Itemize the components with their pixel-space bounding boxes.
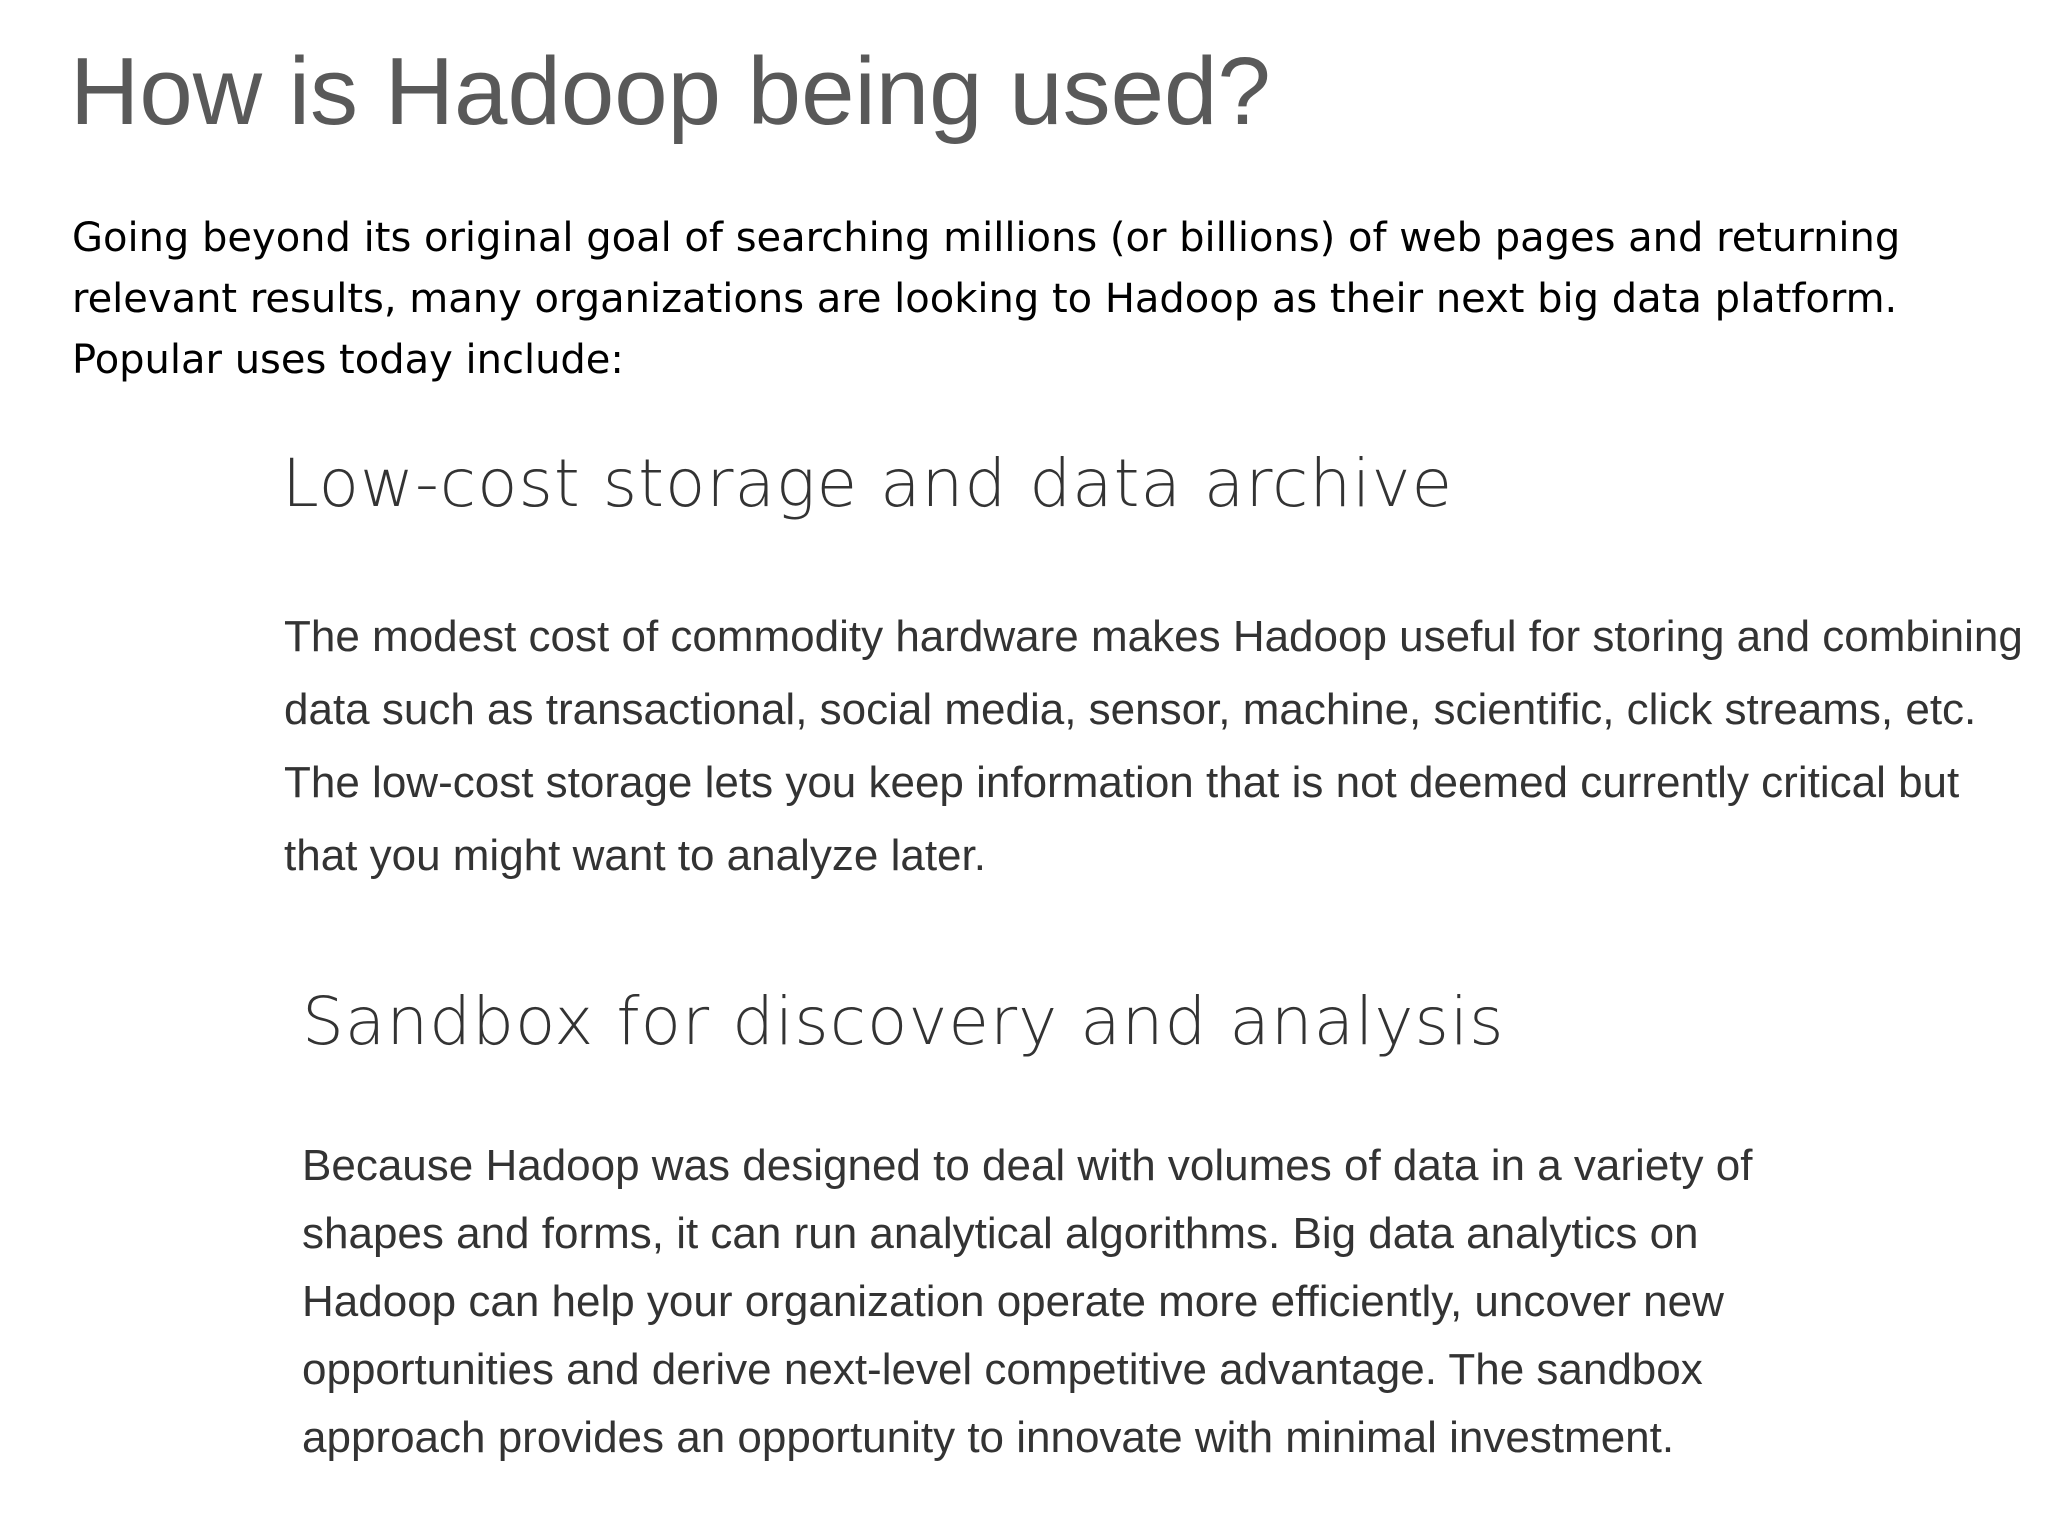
section-heading-sandbox: Sandbox for discovery and analysis — [302, 983, 1505, 1060]
slide-title: How is Hadoop being used? — [70, 38, 1271, 145]
section-body-sandbox: Because Hadoop was designed to deal with volumes of data in a variety of shapes and forms, it can run analytical algorithms. Big data analytics on Hadoop can help your organization operate more efficiently, uncover new opportunities and derive next-level competitive advantage. The sandbox approach provides an opportunity to innovate with minimal investment. — [302, 1141, 1753, 1462]
intro-paragraph: Going beyond its original goal of searching millions (or billions) of web pages and returning relevant results, many organizations are looking to Hadoop as their next big data platform. Popular uses today include: — [72, 215, 1901, 383]
section-body-storage: The modest cost of commodity hardware makes Hadoop useful for storing and combining data such as transactional, social media, sensor, machine, scientific, click streams, etc. The low-cost storage lets you keep information that is not deemed currently critical but that you might want to analyze later. — [284, 612, 2023, 880]
section-heading-storage: Low-cost storage and data archive — [282, 445, 1454, 522]
